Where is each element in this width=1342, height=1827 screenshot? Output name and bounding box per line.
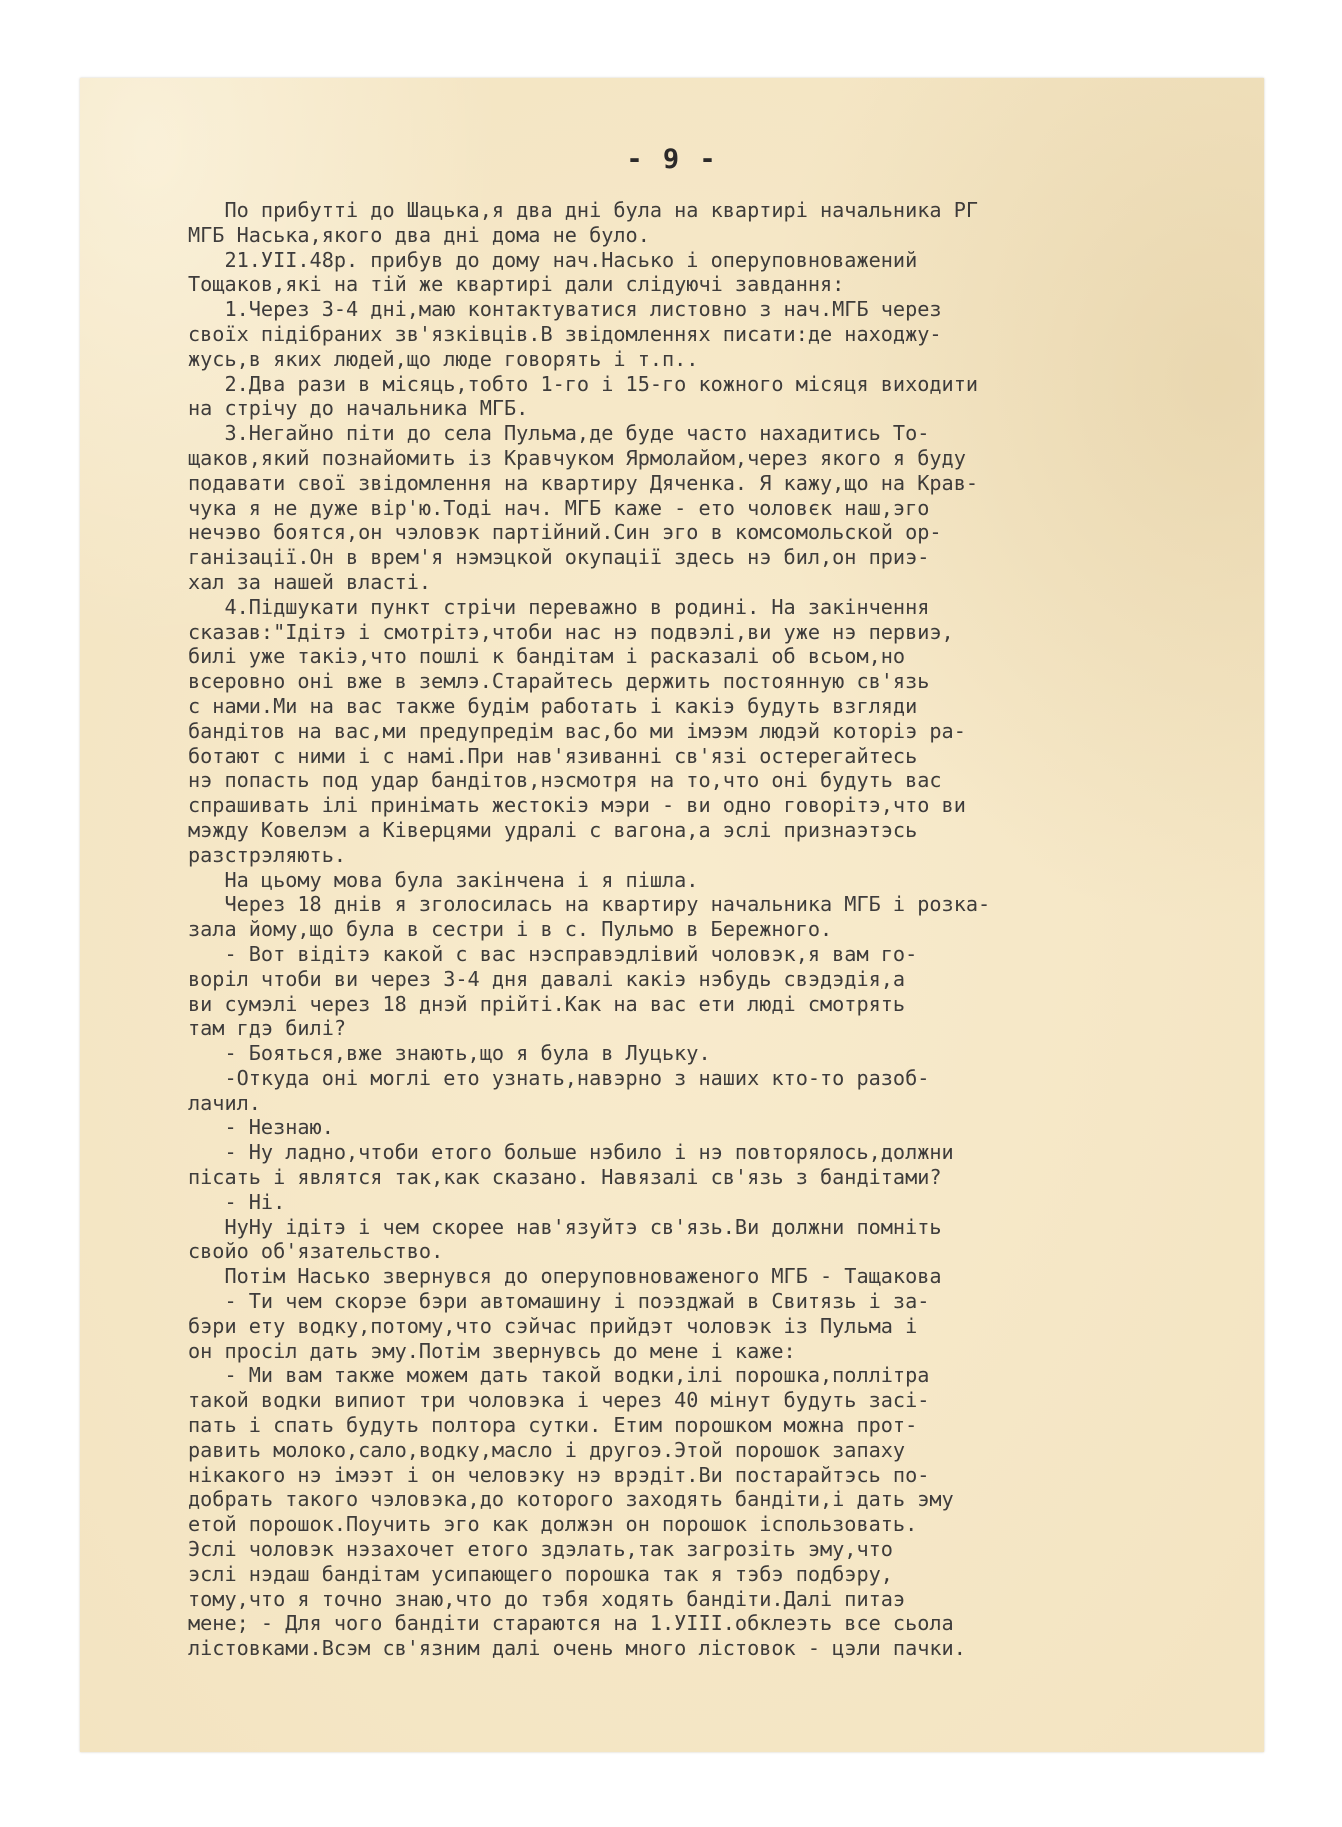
text-line: такой водки випиот три чоловэка і через 40 мінут будуть засі- xyxy=(188,1388,930,1413)
text-line: чука я не дуже вір'ю.Тоді нач. МГБ каже - ето чоловєк наш,эго xyxy=(188,495,930,520)
text-line: равить молоко,сало,водку,масло і другоэ.Этой порошок запаху xyxy=(188,1437,906,1462)
text-line: с нами.Ми на вас также будім работать і какіэ будуть взгляди xyxy=(188,693,918,718)
text-line: По прибутті до Шацька,я два дні була на квартирі начальника РГ xyxy=(188,198,979,222)
text-line: ви сумэлі через 18 днэй прійті.Как на вас ети люді смотрять xyxy=(188,991,906,1016)
text-line: пать і спать будуть полтора сутки. Етим порошком можна прот- xyxy=(188,1413,918,1438)
text-line: на стрічу до начальника МГБ. xyxy=(188,396,529,421)
text-line: Потім Насько звернувся до оперуповноваженого МГБ - Тащакова xyxy=(188,1264,942,1289)
text-line: Через 18 днів я зголосилась на квартиру начальника МГБ і розка- xyxy=(188,892,991,917)
text-line: он просіл дать эму.Потім звернувсь до мене і каже: xyxy=(188,1338,796,1363)
text-line: там гдэ билі? xyxy=(188,1016,347,1041)
typewritten-text xyxy=(188,198,1298,1661)
text-line: - Незнаю. xyxy=(188,1115,334,1140)
text-line: 3.Негайно піти до села Пульма,де буде часто нахадитись То- xyxy=(188,421,930,446)
text-line: - Ми вам также можем дать такой водки,ілі порошка,поллітра xyxy=(188,1363,930,1388)
text-line: нэ попасть под удар бандітов,нэсмотря на то,что оні будуть вас xyxy=(188,768,942,793)
text-line: пісать і являтся так,как сказано. Навязалі св'язь з бандітами? xyxy=(188,1165,942,1190)
text-line: билі уже такіэ,что пошлі к бандітам і расказалі об всьом,но xyxy=(188,644,906,669)
text-line: мене; - Для чого бандіти стараются на 1.УІІІ.обклеэть все сьола xyxy=(188,1611,954,1636)
text-line: -Откуда оні моглі ето узнать,навэрно з наших кто-то разоб- xyxy=(188,1065,930,1090)
text-line: добрать такого чэловэка,до которого заходять бандіти,і дать эму xyxy=(188,1487,954,1512)
text-line: сказав:"Ідітэ і смотрітэ,чтоби нас нэ подвэлі,ви уже нэ первиэ, xyxy=(188,619,954,644)
text-line: 1.Через 3-4 дні,маю контактуватися листовно з нач.МГБ через xyxy=(188,297,942,322)
text-line: разстрэляють. xyxy=(188,842,347,867)
text-line: ганізації.Он в врем'я нэмэцкой окупації здесь нэ бил,он приэ- xyxy=(188,545,930,570)
text-line: - Ні. xyxy=(188,1189,286,1214)
text-line: НуНу ідітэ і чем скорее нав'язуйтэ св'язь.Ви должни помніть xyxy=(188,1214,942,1239)
text-line: - Ну ладно,чтоби етого больше нэбило і нэ повторялось,должни xyxy=(188,1140,954,1165)
text-line: тому,что я точно знаю,что до тэбя ходять бандіти.Далі питаэ xyxy=(188,1586,906,1611)
text-line: воріл чтоби ви через 3-4 дня давалі какіэ нэбудь свэдэдія,а xyxy=(188,966,906,991)
text-line: бандітов на вас,ми предупредім вас,бо ми імээм людэй которіэ ра- xyxy=(188,718,966,743)
text-line: МГБ Наська,якого два дні дома не було. xyxy=(188,222,650,247)
page-number: - 9 - xyxy=(626,144,718,175)
text-line: своїх підібраних зв'язківців.В звідомленнях писати:де находжу- xyxy=(188,321,942,346)
text-line: нечэво боятся,он чэловэк партійний.Син эго в комсомольской ор- xyxy=(188,520,942,545)
text-line: 4.Підшукати пункт стрічи переважно в родині. На закінчення xyxy=(188,594,930,619)
text-line: нікакого нэ імээт і он человэку нэ врэдіт.Ви постарайтэсь по- xyxy=(188,1462,930,1487)
text-line: - Бояться,вже знають,що я була в Луцьку. xyxy=(188,1041,711,1066)
text-line: хал за нашей власті. xyxy=(188,569,432,594)
text-line: жусь,в яких людей,що люде говорять і т.п.. xyxy=(188,346,699,371)
text-line: Эслі чоловэк нэзахочет етого здэлать,так загрозіть эму,что xyxy=(188,1537,893,1562)
document-page xyxy=(80,78,1264,1752)
text-line: - Ти чем скорэе бэри автомашину і поэзджай в Свитязь і за- xyxy=(188,1289,930,1314)
text-line: спрашивать ілі принімать жестокіэ мэри - ви одно говорітэ,что ви xyxy=(188,793,966,818)
text-line: етой порошок.Поучить эго как должэн он порошок іспользовать. xyxy=(188,1512,918,1537)
text-line: всеровно оні вже в землэ.Старайтесь держить постоянную св'язь xyxy=(188,669,930,694)
text-line: ботают с ними і с намі.При нав'язиванні св'язі остерегайтесь xyxy=(188,743,918,768)
text-line: 21.УІІ.48р. прибув до дому нач.Насько і оперуповноважений xyxy=(188,247,918,272)
text-line: мэжду Ковелэм а Ківерцями удралі с вагона,а эслі признаэтэсь xyxy=(188,817,918,842)
text-line: Тощаков,які на тій же квартирі дали слідуючі завдання: xyxy=(188,272,845,297)
text-line: зала йому,що була в сестри і в с. Пульмо в Бережного. xyxy=(188,917,833,942)
text-line: 2.Два рази в місяць,тобто 1-го і 15-го кожного місяця виходити xyxy=(188,371,979,396)
text-line: свойо об'язательство. xyxy=(188,1239,444,1264)
text-line: бэри ету водку,потому,что сэйчас прийдэт чоловэк із Пульма і xyxy=(188,1313,918,1338)
text-line: щаков,який познайомить із Кравчуком Ярмолайом,через якого я буду xyxy=(188,445,966,470)
text-line: лістовками.Всэм св'язним далі очень много лістовок - цэли пачки. xyxy=(188,1636,966,1661)
text-line: На цьому мова була закінчена і я пішла. xyxy=(188,867,699,892)
text-line: - Вот відітэ какой с вас нэсправэдлівий чоловэк,я вам го- xyxy=(188,941,918,966)
text-line: эслі нэдаш бандітам усипающего порошка так я тэбэ подбэру, xyxy=(188,1561,893,1586)
text-line: лачил. xyxy=(188,1090,261,1115)
text-line: подавати свої звідомлення на квартиру Дяченка. Я кажу,що на Крав- xyxy=(188,470,979,495)
